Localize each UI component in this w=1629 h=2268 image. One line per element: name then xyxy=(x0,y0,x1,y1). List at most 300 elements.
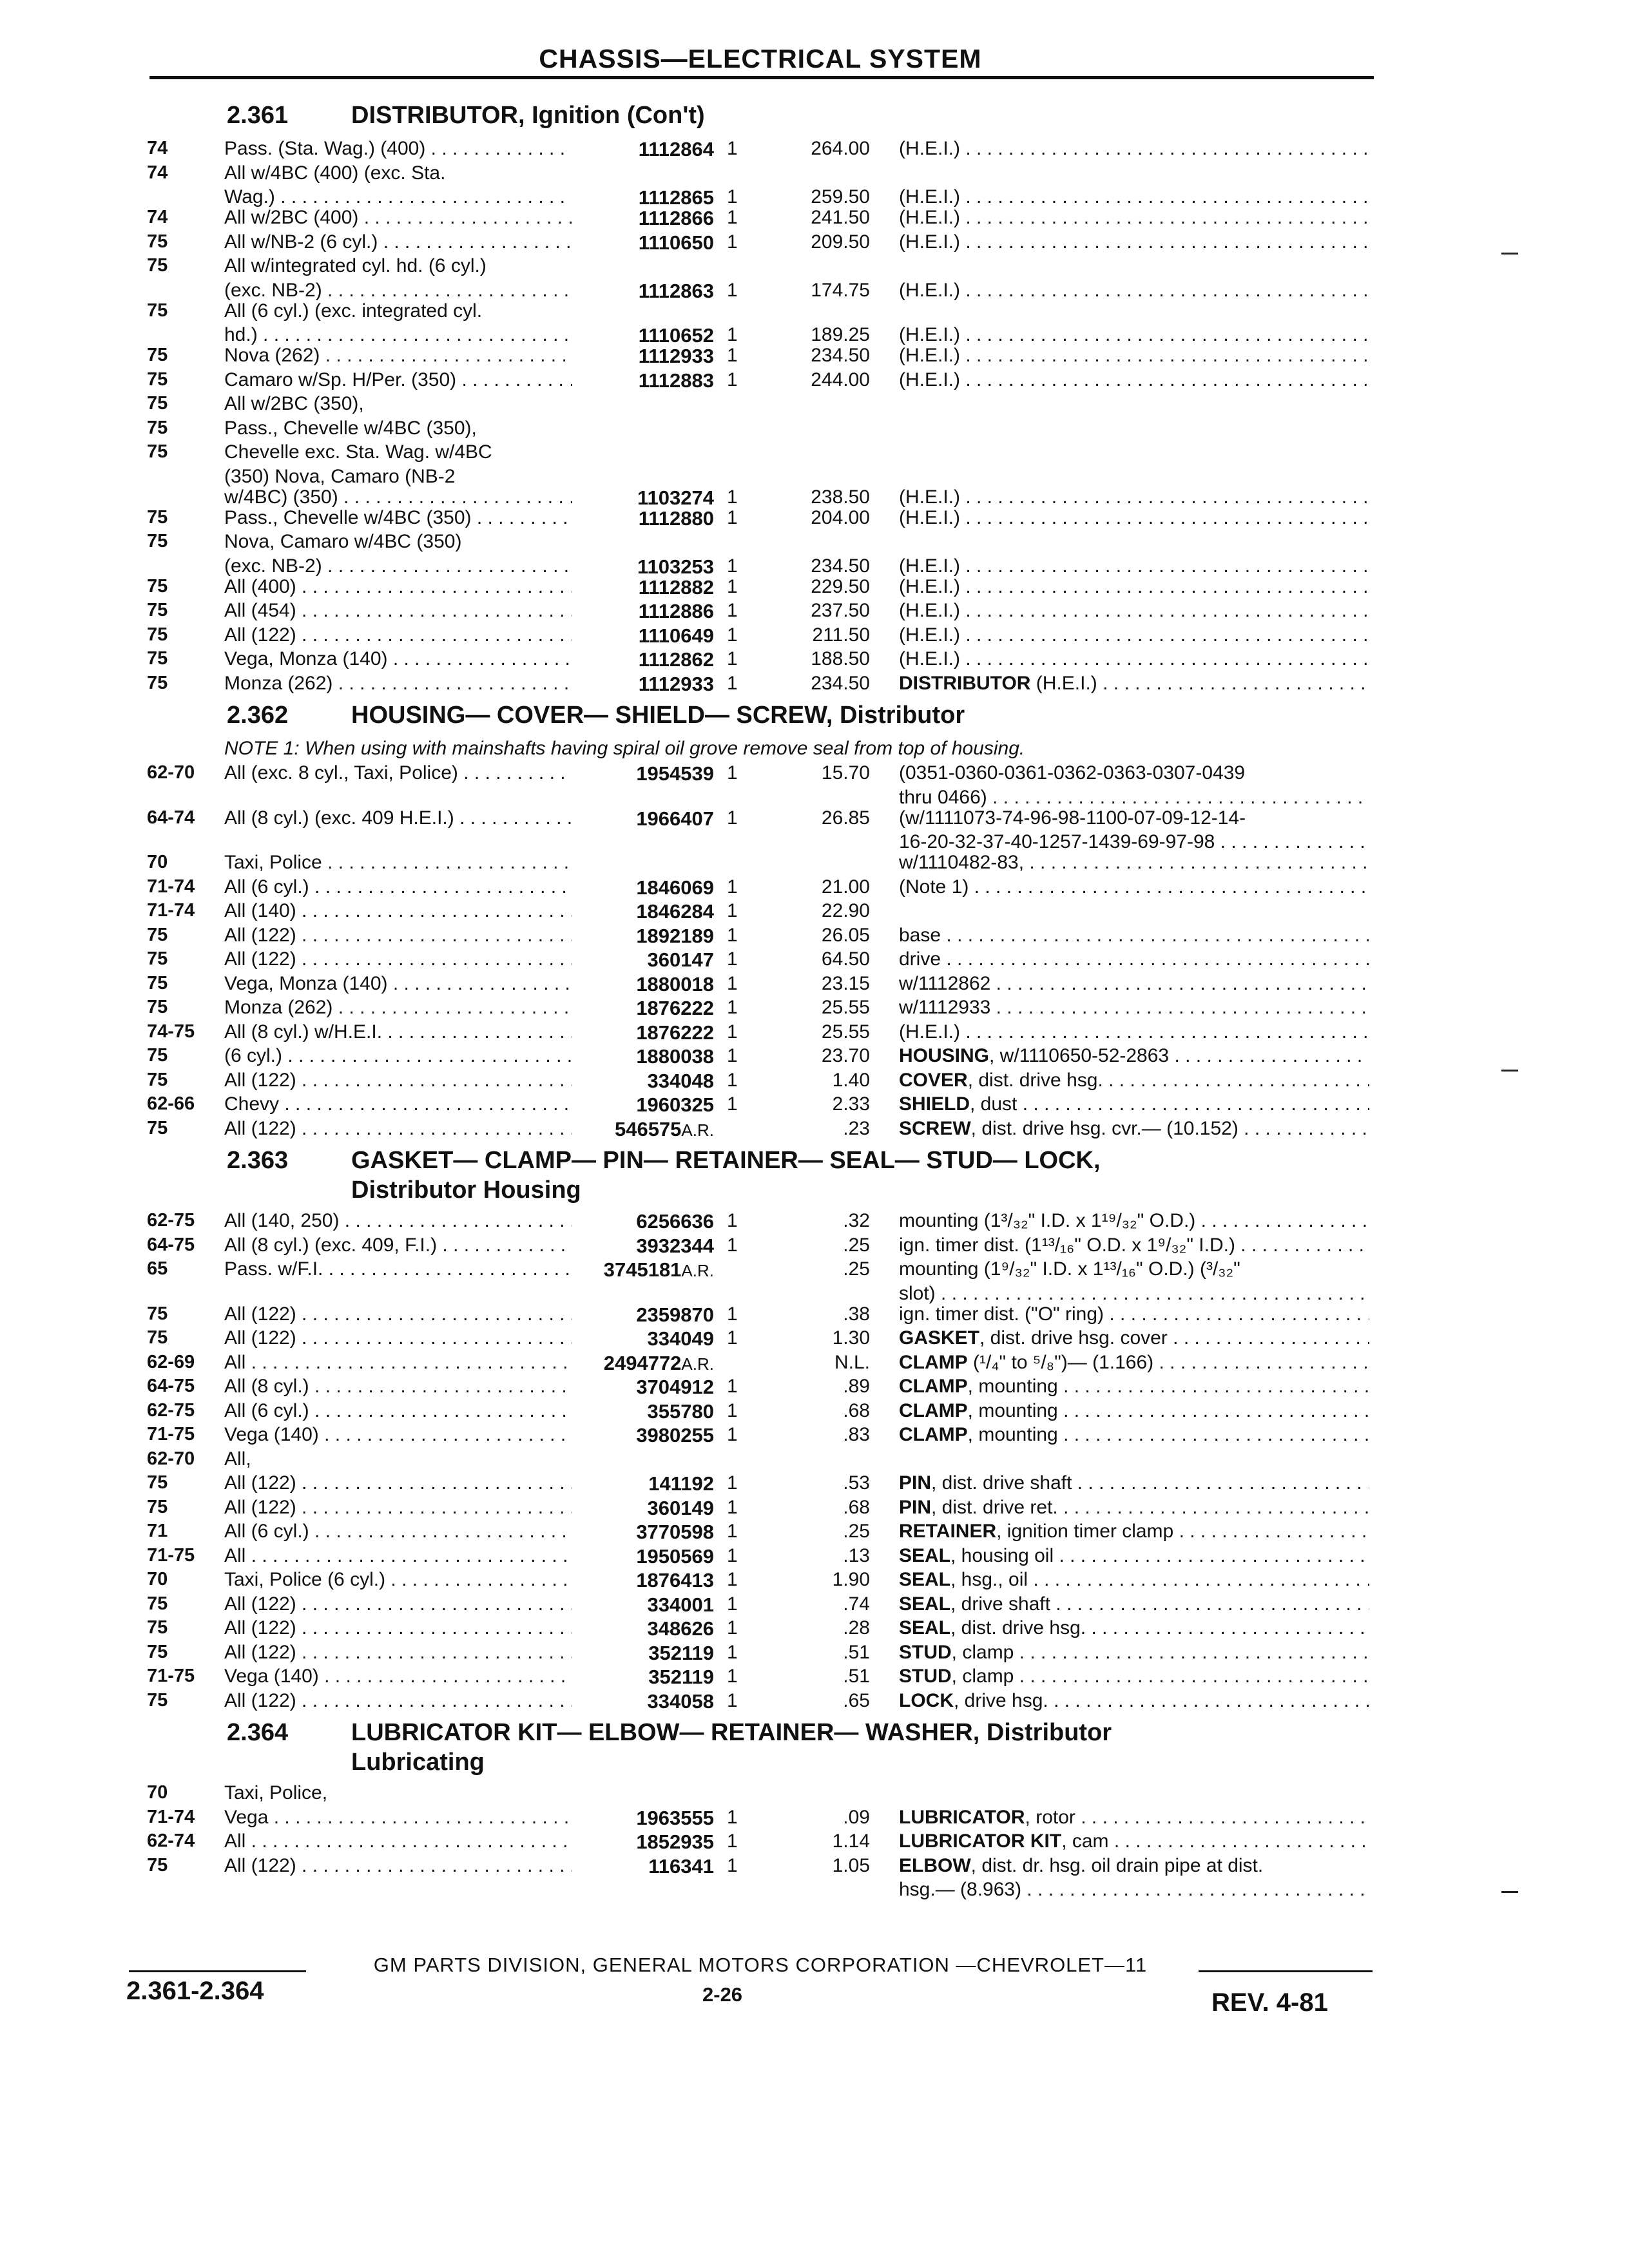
table-row xyxy=(0,852,1629,876)
description-text: w/1110482-83, xyxy=(899,852,1025,873)
price: .09 xyxy=(843,1806,870,1828)
price: .89 xyxy=(843,1376,870,1397)
part-number xyxy=(580,1569,714,1592)
part-number xyxy=(580,648,714,671)
part-number xyxy=(580,231,714,255)
model-year: 75 xyxy=(147,948,168,969)
part-number xyxy=(580,673,714,696)
description-keyword: COVER xyxy=(899,1069,968,1091)
table-row xyxy=(0,948,1629,973)
price: 209.50 xyxy=(811,231,870,253)
model-year: 75 xyxy=(147,506,168,528)
description-text: (H.E.I.) xyxy=(899,1021,960,1043)
part-number xyxy=(580,1400,714,1423)
description-text: (H.E.I.) xyxy=(899,231,960,253)
application: All (122) . . . xyxy=(224,624,572,646)
part-number xyxy=(580,1593,714,1617)
price: 237.50 xyxy=(811,600,870,621)
description-text: , cam xyxy=(1061,1831,1109,1852)
application: Pass., Chevelle w/4BC (350) . . . xyxy=(224,507,572,529)
part-number xyxy=(580,1070,714,1093)
price: 26.05 xyxy=(821,924,870,946)
description xyxy=(899,1807,1369,1829)
section-title: GASKET— CLAMP— PIN— RETAINER— SEAL— STUD— LOCK, xyxy=(351,1147,1101,1174)
description-keyword: HOUSING xyxy=(899,1045,990,1066)
part-number-value: 1112863 xyxy=(638,279,714,302)
application: Pass. w/F.I. . . . xyxy=(224,1258,572,1280)
part-number xyxy=(580,1235,714,1258)
application: Nova (262) . . . xyxy=(224,345,572,367)
price: 21.00 xyxy=(821,876,870,898)
description-text: drive xyxy=(899,948,941,970)
price: 1.30 xyxy=(832,1327,870,1349)
application: Wag.) . . . xyxy=(224,186,572,208)
quantity: 1 xyxy=(727,207,738,228)
part-number-value: 6256636 xyxy=(636,1210,714,1233)
description-keyword: LUBRICATOR KIT xyxy=(899,1831,1062,1852)
price: 211.50 xyxy=(812,624,870,646)
description-keyword: CLAMP xyxy=(899,1424,968,1445)
quantity: 1 xyxy=(727,1831,738,1852)
description xyxy=(899,1617,1369,1639)
quantity: 1 xyxy=(727,186,738,207)
quantity: 1 xyxy=(727,1093,738,1115)
model-year: 75 xyxy=(147,531,168,552)
description-text: (w/1111073-74-96-98-1100-07-09-12-14- xyxy=(899,807,1246,829)
model-year: 75 xyxy=(147,600,168,620)
description xyxy=(899,1327,1369,1349)
price: .25 xyxy=(843,1521,870,1542)
description xyxy=(899,1642,1369,1664)
quantity: 1 xyxy=(727,1854,738,1876)
table-row xyxy=(0,1879,1629,1899)
description-text: , dist. drive ret. xyxy=(931,1496,1058,1518)
section-number: 2.364 xyxy=(227,1719,289,1746)
description-text: (H.E.I.) xyxy=(899,555,960,577)
part-number-value: 1954539 xyxy=(636,762,714,785)
description xyxy=(899,486,1369,508)
description xyxy=(899,1831,1369,1852)
description xyxy=(899,1666,1369,1687)
margin-mark xyxy=(1501,1070,1518,1072)
description-text: , mounting xyxy=(967,1424,1058,1445)
description-keyword: CLAMP xyxy=(899,1376,968,1397)
quantity: 1 xyxy=(727,1376,738,1397)
part-number xyxy=(580,1690,714,1713)
application: All (122) . . . xyxy=(224,1593,572,1615)
description xyxy=(899,507,1369,529)
price: .25 xyxy=(843,1258,870,1280)
quantity: 1 xyxy=(727,555,738,577)
description-keyword: LOCK xyxy=(899,1689,954,1711)
footer-rule-left xyxy=(129,1970,306,1972)
description xyxy=(899,1303,1369,1325)
model-year: 75 xyxy=(147,1117,168,1139)
table-row xyxy=(0,1497,1629,1521)
part-number-value: 1966407 xyxy=(636,807,714,830)
price: .51 xyxy=(843,1666,870,1687)
table-row xyxy=(0,1666,1629,1690)
table-row xyxy=(0,1593,1629,1618)
application: Chevelle exc. Sta. Wag. w/4BC xyxy=(224,441,492,463)
description-text: ign. timer dist. (1¹³/₁₆" O.D. x 1⁹/₃₂" I.D.) xyxy=(899,1234,1235,1256)
application: All (122) . . . xyxy=(224,1070,572,1091)
description-text: thru 0466) xyxy=(899,786,987,808)
table-row xyxy=(0,831,1629,852)
description-keyword: GASKET xyxy=(899,1327,980,1349)
description-text: , hsg., oil xyxy=(950,1569,1028,1590)
footer-revision: REV. 4-81 xyxy=(1211,1988,1328,2017)
part-number xyxy=(580,807,714,831)
table-row xyxy=(0,300,1629,325)
table-row xyxy=(0,1545,1629,1570)
table-row xyxy=(0,1424,1629,1448)
model-year: 75 xyxy=(147,441,168,462)
quantity: 1 xyxy=(727,1399,738,1421)
application: All (6 cyl.) (exc. integrated cyl. xyxy=(224,300,483,322)
description-text: , dust xyxy=(970,1093,1017,1115)
application: Vega (140) . . . xyxy=(224,1424,572,1446)
part-number xyxy=(580,486,714,510)
description-keyword: DISTRIBUTOR xyxy=(899,672,1031,694)
part-number-value: 334049 xyxy=(647,1327,714,1350)
application: All (exc. 8 cyl., Taxi, Police) . . . xyxy=(224,762,572,784)
quantity: 1 xyxy=(727,138,738,159)
part-number-value: 1112886 xyxy=(638,600,714,622)
model-year: 75 xyxy=(147,972,168,994)
description-text: , drive shaft xyxy=(950,1593,1051,1615)
application: All (122) . . . xyxy=(224,1327,572,1349)
footer-line xyxy=(129,1952,1373,1978)
part-number xyxy=(580,997,714,1020)
quantity: 1 xyxy=(727,279,738,301)
price: 25.55 xyxy=(821,1021,870,1043)
price: .68 xyxy=(843,1496,870,1518)
description xyxy=(899,280,1369,302)
description-text: ign. timer dist. ("O" ring) xyxy=(899,1303,1104,1325)
application: Pass., Chevelle w/4BC (350), xyxy=(224,417,477,439)
table-row xyxy=(0,1235,1629,1259)
table-row xyxy=(0,1617,1629,1642)
price: .25 xyxy=(843,1234,870,1256)
application: All . . . xyxy=(224,1545,572,1567)
model-year: 71-74 xyxy=(147,900,195,921)
description-text: (H.E.I.) xyxy=(899,486,960,508)
description xyxy=(899,1283,1369,1305)
description xyxy=(899,673,1369,695)
description xyxy=(899,1593,1369,1615)
table-row xyxy=(0,393,1629,418)
model-year: 71-75 xyxy=(147,1544,195,1566)
description-text: , mounting xyxy=(967,1376,1058,1397)
table-row xyxy=(0,324,1629,345)
part-number xyxy=(580,207,714,230)
part-number-value: 116341 xyxy=(648,1854,714,1878)
part-number-value: 1852935 xyxy=(636,1831,714,1853)
model-year: 71-74 xyxy=(147,876,195,897)
model-year: 75 xyxy=(147,1617,168,1638)
model-year: 75 xyxy=(147,1069,168,1090)
description-keyword: LUBRICATOR xyxy=(899,1806,1025,1828)
part-number-value: 1112864 xyxy=(638,138,714,160)
part-number xyxy=(580,1855,714,1878)
model-year: 62-74 xyxy=(147,1831,195,1851)
description-text: (¹/₄" to ⁵/₈")— (1.166) xyxy=(967,1351,1154,1373)
footer-page-number: 2-26 xyxy=(702,1983,743,2006)
price: 23.15 xyxy=(821,972,870,994)
price: 15.70 xyxy=(821,762,870,783)
description-text: (H.E.I.) xyxy=(899,324,960,345)
application: Camaro w/Sp. H/Per. (350) . . . xyxy=(224,369,572,391)
description-keyword: ELBOW xyxy=(899,1854,971,1876)
application: All (122) . . . xyxy=(224,1303,572,1325)
price: .51 xyxy=(843,1641,870,1663)
description-text: (Note 1) xyxy=(899,876,969,898)
model-year: 75 xyxy=(147,997,168,1017)
quantity: 1 xyxy=(727,1544,738,1566)
description xyxy=(899,1118,1369,1140)
table-row xyxy=(0,1303,1629,1328)
table-row xyxy=(0,255,1629,280)
price: 188.50 xyxy=(811,648,870,669)
description-keyword: CLAMP xyxy=(899,1399,968,1421)
description-text: , dist. drive hsg. cover xyxy=(979,1327,1168,1349)
quantity: 1 xyxy=(727,1045,738,1066)
application: All (8 cyl.) . . . xyxy=(224,1376,572,1398)
description-keyword: CLAMP xyxy=(899,1351,968,1373)
description xyxy=(899,1210,1369,1232)
part-number-value: 3932344 xyxy=(636,1234,714,1257)
model-year: 71-75 xyxy=(147,1424,195,1445)
part-number xyxy=(580,1303,714,1327)
model-year: 64-75 xyxy=(147,1234,195,1255)
application: All (122) . . . xyxy=(224,948,572,970)
table-row xyxy=(0,186,1629,207)
description xyxy=(899,1569,1369,1591)
quantity: 1 xyxy=(727,948,738,970)
model-year: 62-70 xyxy=(147,1448,195,1469)
description xyxy=(899,1690,1369,1712)
table-row xyxy=(0,648,1629,673)
part-number-value: 1892189 xyxy=(636,924,714,947)
application: All (8 cyl.) (exc. 409 H.E.I.) . . . xyxy=(224,807,572,829)
quantity: 1 xyxy=(727,1069,738,1091)
table-row xyxy=(0,231,1629,256)
table-row xyxy=(0,925,1629,949)
table-row xyxy=(0,1448,1629,1473)
price: N.L. xyxy=(834,1351,870,1373)
application: All w/2BC (350), xyxy=(224,393,364,414)
description-text: , dist. drive shaft xyxy=(931,1472,1072,1494)
description-text: , drive hsg. xyxy=(954,1689,1048,1711)
part-number-value: 1876222 xyxy=(636,997,714,1019)
description xyxy=(899,1400,1369,1422)
application: All (8 cyl.) (exc. 409, F.I.) . . . xyxy=(224,1235,572,1256)
part-number-value: 1876413 xyxy=(636,1569,714,1591)
header-rule xyxy=(149,76,1374,79)
description xyxy=(899,207,1369,229)
application: All (140, 250) . . . xyxy=(224,1210,572,1232)
application: Vega, Monza (140) . . . xyxy=(224,973,572,995)
price: 22.90 xyxy=(821,900,870,921)
table-row xyxy=(0,207,1629,231)
part-number-value: 348626 xyxy=(647,1617,714,1640)
table-row xyxy=(0,1831,1629,1855)
model-year: 75 xyxy=(147,1045,168,1066)
description xyxy=(899,576,1369,598)
price: .74 xyxy=(843,1593,870,1615)
table-row xyxy=(0,138,1629,162)
part-number-value: 141192 xyxy=(648,1472,714,1495)
part-number xyxy=(580,973,714,996)
application: All (8 cyl.) w/H.E.I. . . . xyxy=(224,1021,572,1043)
price: 23.70 xyxy=(821,1045,870,1066)
margin-mark xyxy=(1501,253,1518,255)
quantity: 1 xyxy=(727,345,738,366)
model-year: 62-66 xyxy=(147,1093,195,1114)
description-text: , ignition timer clamp xyxy=(996,1521,1174,1542)
description xyxy=(899,1376,1369,1398)
application: (exc. NB-2) . . . xyxy=(224,280,572,302)
section-heading xyxy=(0,102,1629,138)
part-number-value: 1103274 xyxy=(637,486,714,509)
description xyxy=(899,807,1369,829)
table-row xyxy=(0,1690,1629,1715)
description-text: , dist. dr. hsg. oil drain pipe at dist. xyxy=(970,1854,1264,1876)
application: Monza (262) . . . xyxy=(224,673,572,695)
part-number-value: 334001 xyxy=(647,1593,714,1616)
description-text: base xyxy=(899,924,941,946)
description xyxy=(899,1070,1369,1091)
part-number-value: 1950569 xyxy=(636,1544,714,1568)
margin-mark xyxy=(1501,1891,1518,1893)
description-text: (0351-0360-0361-0362-0363-0307-0439 xyxy=(899,762,1246,783)
part-number xyxy=(580,1545,714,1568)
description xyxy=(899,1021,1369,1043)
part-number xyxy=(580,576,714,599)
description-keyword: STUD xyxy=(899,1641,952,1663)
table-row xyxy=(0,441,1629,466)
price: 1.14 xyxy=(832,1831,870,1852)
quantity: 1 xyxy=(727,231,738,253)
table-row xyxy=(0,624,1629,649)
price: .38 xyxy=(843,1303,870,1325)
part-number xyxy=(580,925,714,948)
part-number-value: 3770598 xyxy=(636,1521,714,1543)
model-year: 62-70 xyxy=(147,762,195,783)
quantity: 1 xyxy=(727,997,738,1018)
table-row xyxy=(0,280,1629,300)
application: All (454) . . . xyxy=(224,600,572,622)
table-row xyxy=(0,1569,1629,1593)
section-heading xyxy=(0,1719,1629,1782)
quantity: 1 xyxy=(727,1234,738,1256)
quantity: 1 xyxy=(727,1569,738,1590)
table-row xyxy=(0,1258,1629,1283)
model-year: 74 xyxy=(147,207,168,227)
model-year: 74-75 xyxy=(147,1021,195,1042)
table-row xyxy=(0,1472,1629,1497)
application: All, xyxy=(224,1448,251,1470)
part-number-value: 3745181 xyxy=(603,1258,682,1281)
part-number-value: 3980255 xyxy=(636,1424,714,1446)
description-text: mounting (1³/₃₂" I.D. x 1¹⁹/₃₂" O.D.) xyxy=(899,1210,1196,1231)
description xyxy=(899,852,1369,874)
part-number xyxy=(580,369,714,392)
description-text: (H.E.I.) xyxy=(899,369,960,390)
part-number-value: 360147 xyxy=(647,948,714,971)
application: Monza (262) . . . xyxy=(224,997,572,1019)
description-text: mounting (1⁹/₃₂" I.D. x 1¹³/₁₆" O.D.) (³/₃₂" xyxy=(899,1258,1240,1280)
part-number-value: 1112883 xyxy=(638,369,714,392)
application: All (122) . . . xyxy=(224,1472,572,1494)
table-row xyxy=(0,1021,1629,1046)
part-number xyxy=(580,1352,714,1375)
model-year: 74 xyxy=(147,138,168,159)
model-year: 62-75 xyxy=(147,1399,195,1421)
part-number xyxy=(580,876,714,899)
part-number xyxy=(580,1093,714,1117)
price: .83 xyxy=(843,1424,870,1445)
description-text: (H.E.I.) xyxy=(899,648,960,669)
model-year: 75 xyxy=(147,624,168,645)
description-text: (H.E.I.) xyxy=(899,600,960,621)
description xyxy=(899,624,1369,646)
section-note: NOTE 1: When using with mainshafts having spiral oil grove remove seal from top of housing. xyxy=(224,738,1025,759)
table-row xyxy=(0,1093,1629,1118)
model-year: 75 xyxy=(147,1593,168,1614)
price: 1.40 xyxy=(832,1069,870,1091)
price: 64.50 xyxy=(821,948,870,970)
description-keyword: SEAL xyxy=(899,1569,951,1590)
quantity: 1 xyxy=(727,1496,738,1518)
part-number-value: 360149 xyxy=(647,1496,714,1519)
description-keyword: STUD xyxy=(899,1666,952,1687)
table-row xyxy=(0,418,1629,442)
footer-section-range: 2.361-2.364 xyxy=(126,1977,264,2005)
application: All (6 cyl.) . . . xyxy=(224,1521,572,1542)
part-number xyxy=(580,186,714,209)
model-year: 75 xyxy=(147,1472,168,1493)
part-number xyxy=(580,138,714,161)
section-title: HOUSING— COVER— SHIELD— SCREW, Distributor xyxy=(351,702,965,729)
description xyxy=(899,1521,1369,1542)
model-year: 75 xyxy=(147,345,168,365)
table-row xyxy=(0,997,1629,1021)
section-heading xyxy=(0,702,1629,738)
part-number-value: 1846284 xyxy=(636,900,714,923)
price: .68 xyxy=(843,1399,870,1421)
description-text: (H.E.I.) xyxy=(899,279,960,301)
model-year: 62-69 xyxy=(147,1351,195,1372)
table-row xyxy=(0,673,1629,697)
description xyxy=(899,1093,1369,1115)
description-keyword: SEAL xyxy=(899,1544,951,1566)
section-heading xyxy=(0,1147,1629,1210)
description xyxy=(899,1545,1369,1567)
application: Taxi, Police, xyxy=(224,1782,328,1803)
quantity: 1 xyxy=(727,1666,738,1687)
application: Nova, Camaro w/4BC (350) xyxy=(224,531,462,552)
model-year: 71 xyxy=(147,1521,168,1541)
price: 241.50 xyxy=(811,207,870,228)
quantity: 1 xyxy=(727,324,738,345)
description-keyword: PIN xyxy=(899,1496,932,1518)
table-row xyxy=(0,600,1629,624)
section-number: 2.363 xyxy=(227,1147,289,1174)
quantity: 1 xyxy=(727,807,738,829)
table-row xyxy=(0,1045,1629,1070)
